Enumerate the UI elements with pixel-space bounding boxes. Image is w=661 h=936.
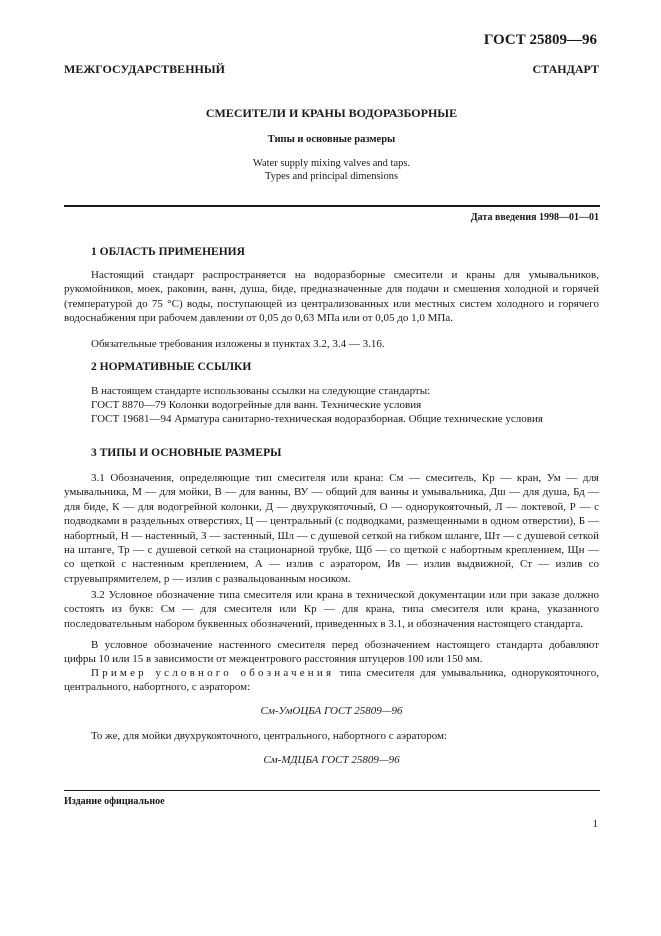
interstate-standard-banner: МЕЖГОСУДАРСТВЕННЫЙ СТАНДАРТ <box>64 62 599 76</box>
section3-paragraph-3-1: 3.1 Обозначения, определяющие тип смесителя или крана: См — смеситель, Кр — кран, Ум — для умывальника, М — для мойки, В — для ванны, ВУ — общий для ванны и умывальника, Дш — для душа, Бд — для биде, К — для водогрейной колонки, Д — двухрукояточный, О — однорукояточный, Л — локтевой, Р — с подводками в раздельных отверстиях, Ц — центральный (с подводками, размещенными в одном отверстии), Б — набортный, Н — настенный, З — застенный, Шл — с душевой сеткой на гибком шланге, Шт — с душевой сеткой на штанге, Тр — с душевой сеткой на стационарной трубке, Щб — со щеткой с набортным креплением, Щн — со щеткой с настенным креплением, А — излив с аэратором, Ив — излив выдвижной, Ст — излив со струевыпрямителем, р — излив с развальцованным носиком. <box>64 472 599 585</box>
english-title-line2: Types and principal dimensions <box>264 171 399 182</box>
page-number: 1 <box>592 818 598 830</box>
document-title: СМЕСИТЕЛИ И КРАНЫ ВОДОРАЗБОРНЫЕ <box>205 106 458 120</box>
section1-heading: 1 ОБЛАСТЬ ПРИМЕНЕНИЯ <box>91 246 245 258</box>
section3-paragraph-3-3: В условное обозначение настенного смесителя перед обозначением настоящего стандарта добавляют цифры 10 или 15 в зависимости от межцентрового расстояния штуцеров 100 или 150 мм. <box>64 639 599 666</box>
section1-paragraph2: Обязательные требования изложены в пунктах 3.2, 3.4 — 3.16. <box>91 338 385 350</box>
english-title-line1: Water supply mixing valves and taps. <box>252 158 411 169</box>
example-text: типа смесителя для умывальника, однорукояточного, центрального, набортного, с аэратором: <box>64 667 599 694</box>
section2-ref2: ГОСТ 19681—94 Арматура санитарно-техническая водоразборная. Общие технические условия <box>91 413 543 425</box>
section2-intro: В настоящем стандарте использованы ссылки на следующие стандарты: <box>91 385 431 397</box>
section3-heading: 3 ТИПЫ И ОСНОВНЫЕ РАЗМЕРЫ <box>91 447 282 459</box>
document-subtitle: Типы и основные размеры <box>267 134 396 145</box>
gost-number: ГОСТ 25809—96 <box>483 32 597 48</box>
footer-divider <box>64 790 600 791</box>
section1-paragraph1: Настоящий стандарт распространяется на водоразборные смесители и краны для умывальников, рукомойников, моек, раковин, ванн, душа, биде, предназначенные для подачи и смешения холодной и горячей (температурой до 75 °С) воды, поступающей из централизованных или местных систем холодного и горячего водоснабжения при рабочем давлении от 0,05 до 0,63 МПа или от 0,05 до 1,0 МПа. <box>64 269 599 325</box>
formula-1: См-УмОЦБА ГОСТ 25809—96 <box>260 705 403 717</box>
section3-example <box>64 666 599 695</box>
section2-heading: 2 НОРМАТИВНЫЕ ССЫЛКИ <box>91 361 252 373</box>
introduction-date: Дата введения 1998—01—01 <box>470 212 599 223</box>
section2-ref1: ГОСТ 8870—79 Колонки водогрейные для ванн. Технические условия <box>91 399 422 411</box>
edition-note: Издание официальное <box>64 796 165 807</box>
section3-same-for: То же, для мойки двухрукояточного, центрального, набортного с аэратором: <box>91 730 448 742</box>
section3-paragraph-3-2: 3.2 Условное обозначение типа смесителя или крана в технической документации или при заказе должно состоять из букв: См — для смесителя или Кр — для крана, типа смесителя или крана, указанного последовательным набором буквенных обозначений, приведенных в 3.1, и обозначения настоящего стандарта. <box>64 589 599 630</box>
top-divider <box>64 205 600 207</box>
example-label: Пример условного обозначения <box>91 667 335 679</box>
formula-2: См-МДЦБА ГОСТ 25809—96 <box>263 754 400 766</box>
english-title <box>64 157 599 183</box>
